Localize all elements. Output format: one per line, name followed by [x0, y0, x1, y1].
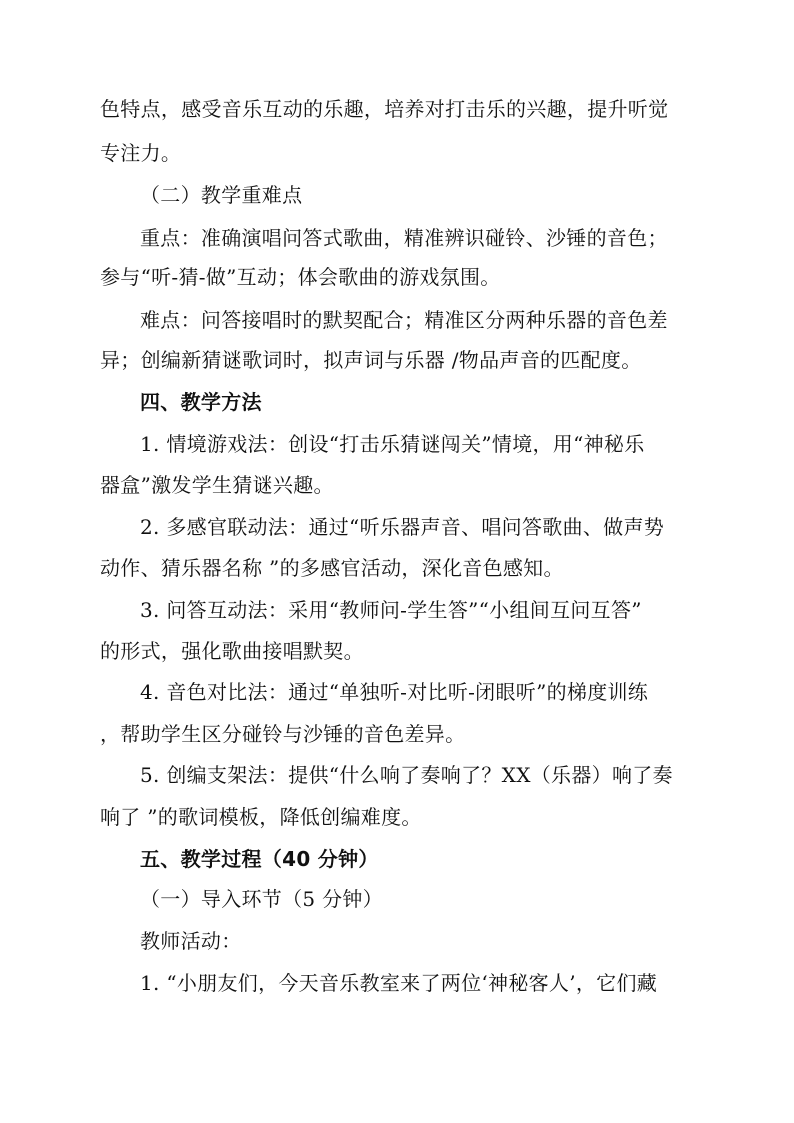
- paragraph-line: 器盒”激发学生猜谜兴趣。: [100, 473, 334, 497]
- paragraph-line: 的形式，强化歌曲接唱默契。: [100, 639, 364, 663]
- list-item: 2. 多感官联动法：通过“听乐器声音、唱问答歌曲、做声势: [140, 515, 665, 539]
- paragraph-line: 响了 ”的歌词模板，降低创编难度。: [100, 805, 422, 829]
- list-item: 3. 问答互动法：采用“教师问-学生答”“小组间互问互答”: [140, 598, 642, 622]
- paragraph-line: 教师活动：: [140, 929, 242, 953]
- section-heading: （二）教学重难点: [140, 183, 303, 207]
- paragraph-line: 难点：问答接唱时的默契配合；精准区分两种乐器的音色差: [140, 308, 668, 332]
- list-item: 4. 音色对比法：通过“单独听-对比听-闭眼听”的梯度训练: [140, 680, 649, 704]
- paragraph-line: 专注力。: [100, 141, 182, 165]
- paragraph-line: 重点：准确演唱问答式歌曲，精准辨识碰铃、沙锤的音色；: [140, 226, 668, 250]
- section-heading: 四、教学方法: [140, 390, 262, 414]
- paragraph-line: 异；创编新猜谜歌词时，拟声词与乐器 /物品声音的匹配度。: [100, 348, 642, 372]
- list-item: 1. 情境游戏法：创设“打击乐猜谜闯关”情境，用“神秘乐: [140, 432, 645, 456]
- paragraph-line: ，帮助学生区分碰铃与沙锤的音色差异。: [100, 722, 466, 746]
- paragraph-line: 动作、猜乐器名称 ”的多感官活动，深化音色感知。: [100, 556, 564, 580]
- list-item: 5. 创编支架法：提供“什么响了奏响了？XX（乐器）响了奏: [140, 763, 673, 787]
- section-heading: 五、教学过程（40 分钟）: [140, 847, 379, 871]
- paragraph-line: 参与“听-猜-做”互动；体会歌曲的游戏氛围。: [100, 265, 501, 289]
- subsection-heading: （一）导入环节（5 分钟）: [140, 887, 383, 911]
- paragraph-line: 色特点，感受音乐互动的乐趣，培养对打击乐的兴趣，提升听觉: [100, 97, 669, 121]
- list-item: 1. “小朋友们，今天音乐教室来了两位‘神秘客人’，它们藏: [140, 971, 658, 995]
